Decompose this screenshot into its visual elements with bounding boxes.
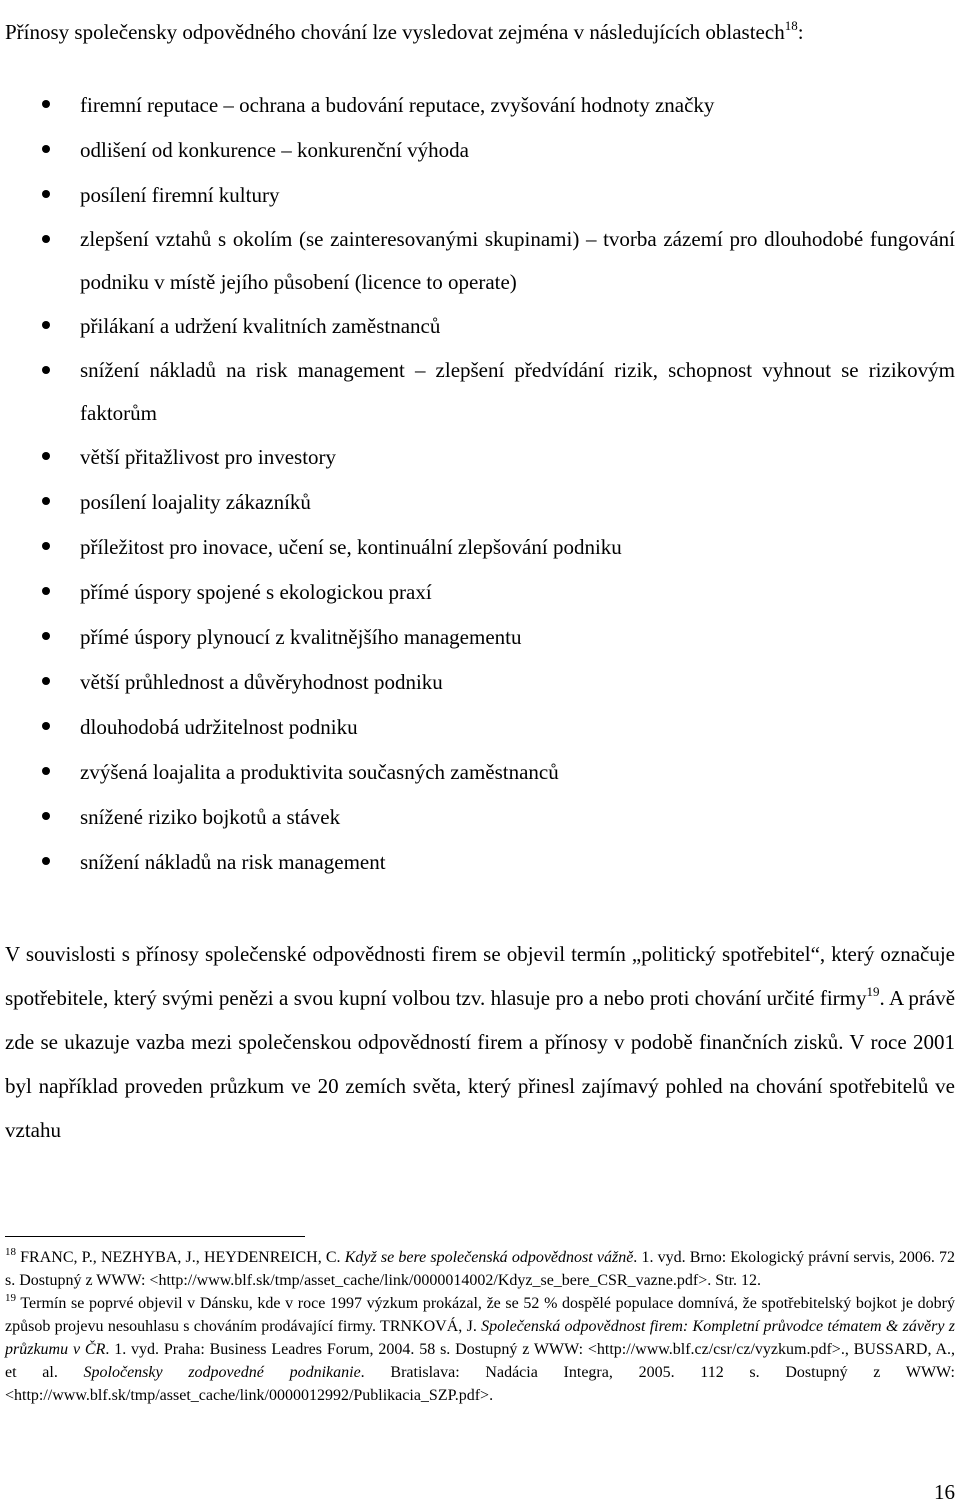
bullet-icon	[42, 767, 50, 775]
paragraph-text-2: . A právě zde se ukazuje vazba mezi společenskou odpovědností firem a přínosy v podobě finančních zisků. V roce 2001 byl například proveden průzkum ve 20 zemích světa, který přinesl zajímavý pohled na chování spotřebitelů ve vztahu	[5, 986, 956, 1142]
benefits-list	[0, 83, 960, 885]
list-item-text: snížení nákladů na risk management	[80, 850, 386, 874]
list-item-text: větší přitažlivost pro investory	[80, 445, 337, 469]
list-item-text: posílení firemní kultury	[80, 183, 280, 207]
list-item	[0, 705, 960, 750]
bullet-icon	[42, 452, 50, 460]
footnote-text: Termín se poprvé objevil v Dánsku, kde v roce 1997 výzkum prokázal, že se 52 % dospělé populace domnívá, že spotřebitelský bojkot je dobrý způsob projevu nesouhlasu s chováním prodávající firmy. TRNKOVÁ, J.	[5, 1295, 955, 1335]
list-item-text: příležitost pro inovace, učení se, kontinuální zlepšování podniku	[80, 535, 622, 559]
bullet-icon	[42, 100, 50, 108]
bullet-icon	[42, 190, 50, 198]
list-item	[0, 660, 960, 705]
body-paragraph	[5, 932, 955, 1152]
bullet-icon	[42, 812, 50, 820]
list-item	[0, 750, 960, 795]
list-item	[0, 128, 960, 173]
footnote-text: . Bratislava: Nadácia Integra, 2005. 112 s. Dostupný z WWW: <http://www.blf.sk/tmp/asset_cache/link/0000012992/Publikacia_SZP.pdf>.	[5, 1364, 955, 1404]
footnote-ref-18[interactable]: 18	[784, 18, 798, 33]
list-item-text: odlišení od konkurence – konkurenční výhoda	[80, 138, 469, 162]
bullet-icon	[42, 632, 50, 640]
list-item-text: zlepšení vztahů s okolím (se zainteresovanými skupinami) – tvorba zázemí pro dlouhodobé fungování podniku v místě jejího působení (licence to operate)	[80, 227, 955, 294]
footnote-18	[5, 1246, 955, 1292]
bullet-icon	[42, 366, 50, 374]
paragraph-text-1: V souvislosti s přínosy společenské odpovědnosti firem se objevil termín „politický spotřebitel“, který označuje spotřebitele, který svými penězi a svou kupní volbou tzv. hlasuje pro a nebo proti chování určité firmy	[5, 942, 955, 1010]
footnote-number: 19	[5, 1292, 16, 1304]
list-item	[0, 349, 960, 435]
list-item-text: snížené riziko bojkotů a stávek	[80, 805, 341, 829]
list-item	[0, 304, 960, 349]
footnote-title: Když se bere společenská odpovědnost vážně	[344, 1249, 634, 1266]
page-number: 16	[934, 1480, 955, 1504]
footnote-title: Spoločensky zodpovedné podnikanie	[83, 1364, 361, 1381]
list-item-text: větší průhlednost a důvěryhodnost podniku	[80, 670, 443, 694]
list-item	[0, 218, 960, 304]
bullet-icon	[42, 321, 50, 329]
intro-paragraph	[5, 17, 955, 47]
list-item-text: přímé úspory plynoucí z kvalitnějšího managementu	[80, 625, 522, 649]
footnote-19	[5, 1292, 955, 1407]
footnote-text: . 1. vyd. Praha: Business Leadres Forum, 2004. 58 s. Dostupný z WWW: <http://www.blf.cz/csr/cz/vyzkum.pdf>., BUSSARD, A., et al.	[5, 1341, 956, 1381]
footnote-number: 18	[5, 1246, 16, 1258]
bullet-icon	[42, 497, 50, 505]
bullet-icon	[42, 542, 50, 550]
footnote-separator	[5, 1236, 305, 1237]
intro-suffix: :	[797, 20, 804, 44]
footnote-title: Společenská odpovědnost firem: Kompletní průvodce tématem & závěry z průzkumu v ČR	[5, 1318, 955, 1358]
list-item	[0, 615, 960, 660]
footnotes	[5, 1246, 955, 1407]
list-item-text: firemní reputace – ochrana a budování reputace, zvyšování hodnoty značky	[80, 93, 715, 117]
list-item	[0, 435, 960, 480]
list-item	[0, 480, 960, 525]
list-item-text: zvýšená loajalita a produktivita současných zaměstnanců	[80, 760, 559, 784]
bullet-icon	[42, 235, 50, 243]
list-item	[0, 840, 960, 885]
bullet-icon	[42, 587, 50, 595]
bullet-icon	[42, 145, 50, 153]
list-item-text: snížení nákladů na risk management – zlepšení předvídání rizik, schopnost vyhnout se rizikovým faktorům	[80, 358, 955, 425]
list-item	[0, 83, 960, 128]
list-item-text: přilákaní a udržení kvalitních zaměstnanců	[80, 314, 441, 338]
bullet-icon	[42, 857, 50, 865]
list-item	[0, 570, 960, 615]
list-item-text: přímé úspory spojené s ekologickou praxí	[80, 580, 432, 604]
bullet-icon	[42, 722, 50, 730]
intro-text: Přínosy společensky odpovědného chování lze vysledovat zejména v následujících oblastech	[5, 20, 785, 44]
list-item-text: dlouhodobá udržitelnost podniku	[80, 715, 358, 739]
list-item-text: posílení loajality zákazníků	[80, 490, 311, 514]
list-item	[0, 173, 960, 218]
bullet-icon	[42, 677, 50, 685]
footnote-authors: FRANC, P., NEZHYBA, J., HEYDENREICH, C.	[16, 1249, 345, 1266]
list-item	[0, 525, 960, 570]
footnote-text: . 1. vyd. Brno: Ekologický právní servis, 2006. 72 s. Dostupný z WWW: <http://www.blf.sk/tmp/asset_cache/link/0000014002/Kdyz_se_bere_CSR_vazne.pdf>. Str. 12.	[5, 1249, 955, 1289]
footnote-ref-19[interactable]: 19	[866, 984, 880, 999]
list-item	[0, 795, 960, 840]
